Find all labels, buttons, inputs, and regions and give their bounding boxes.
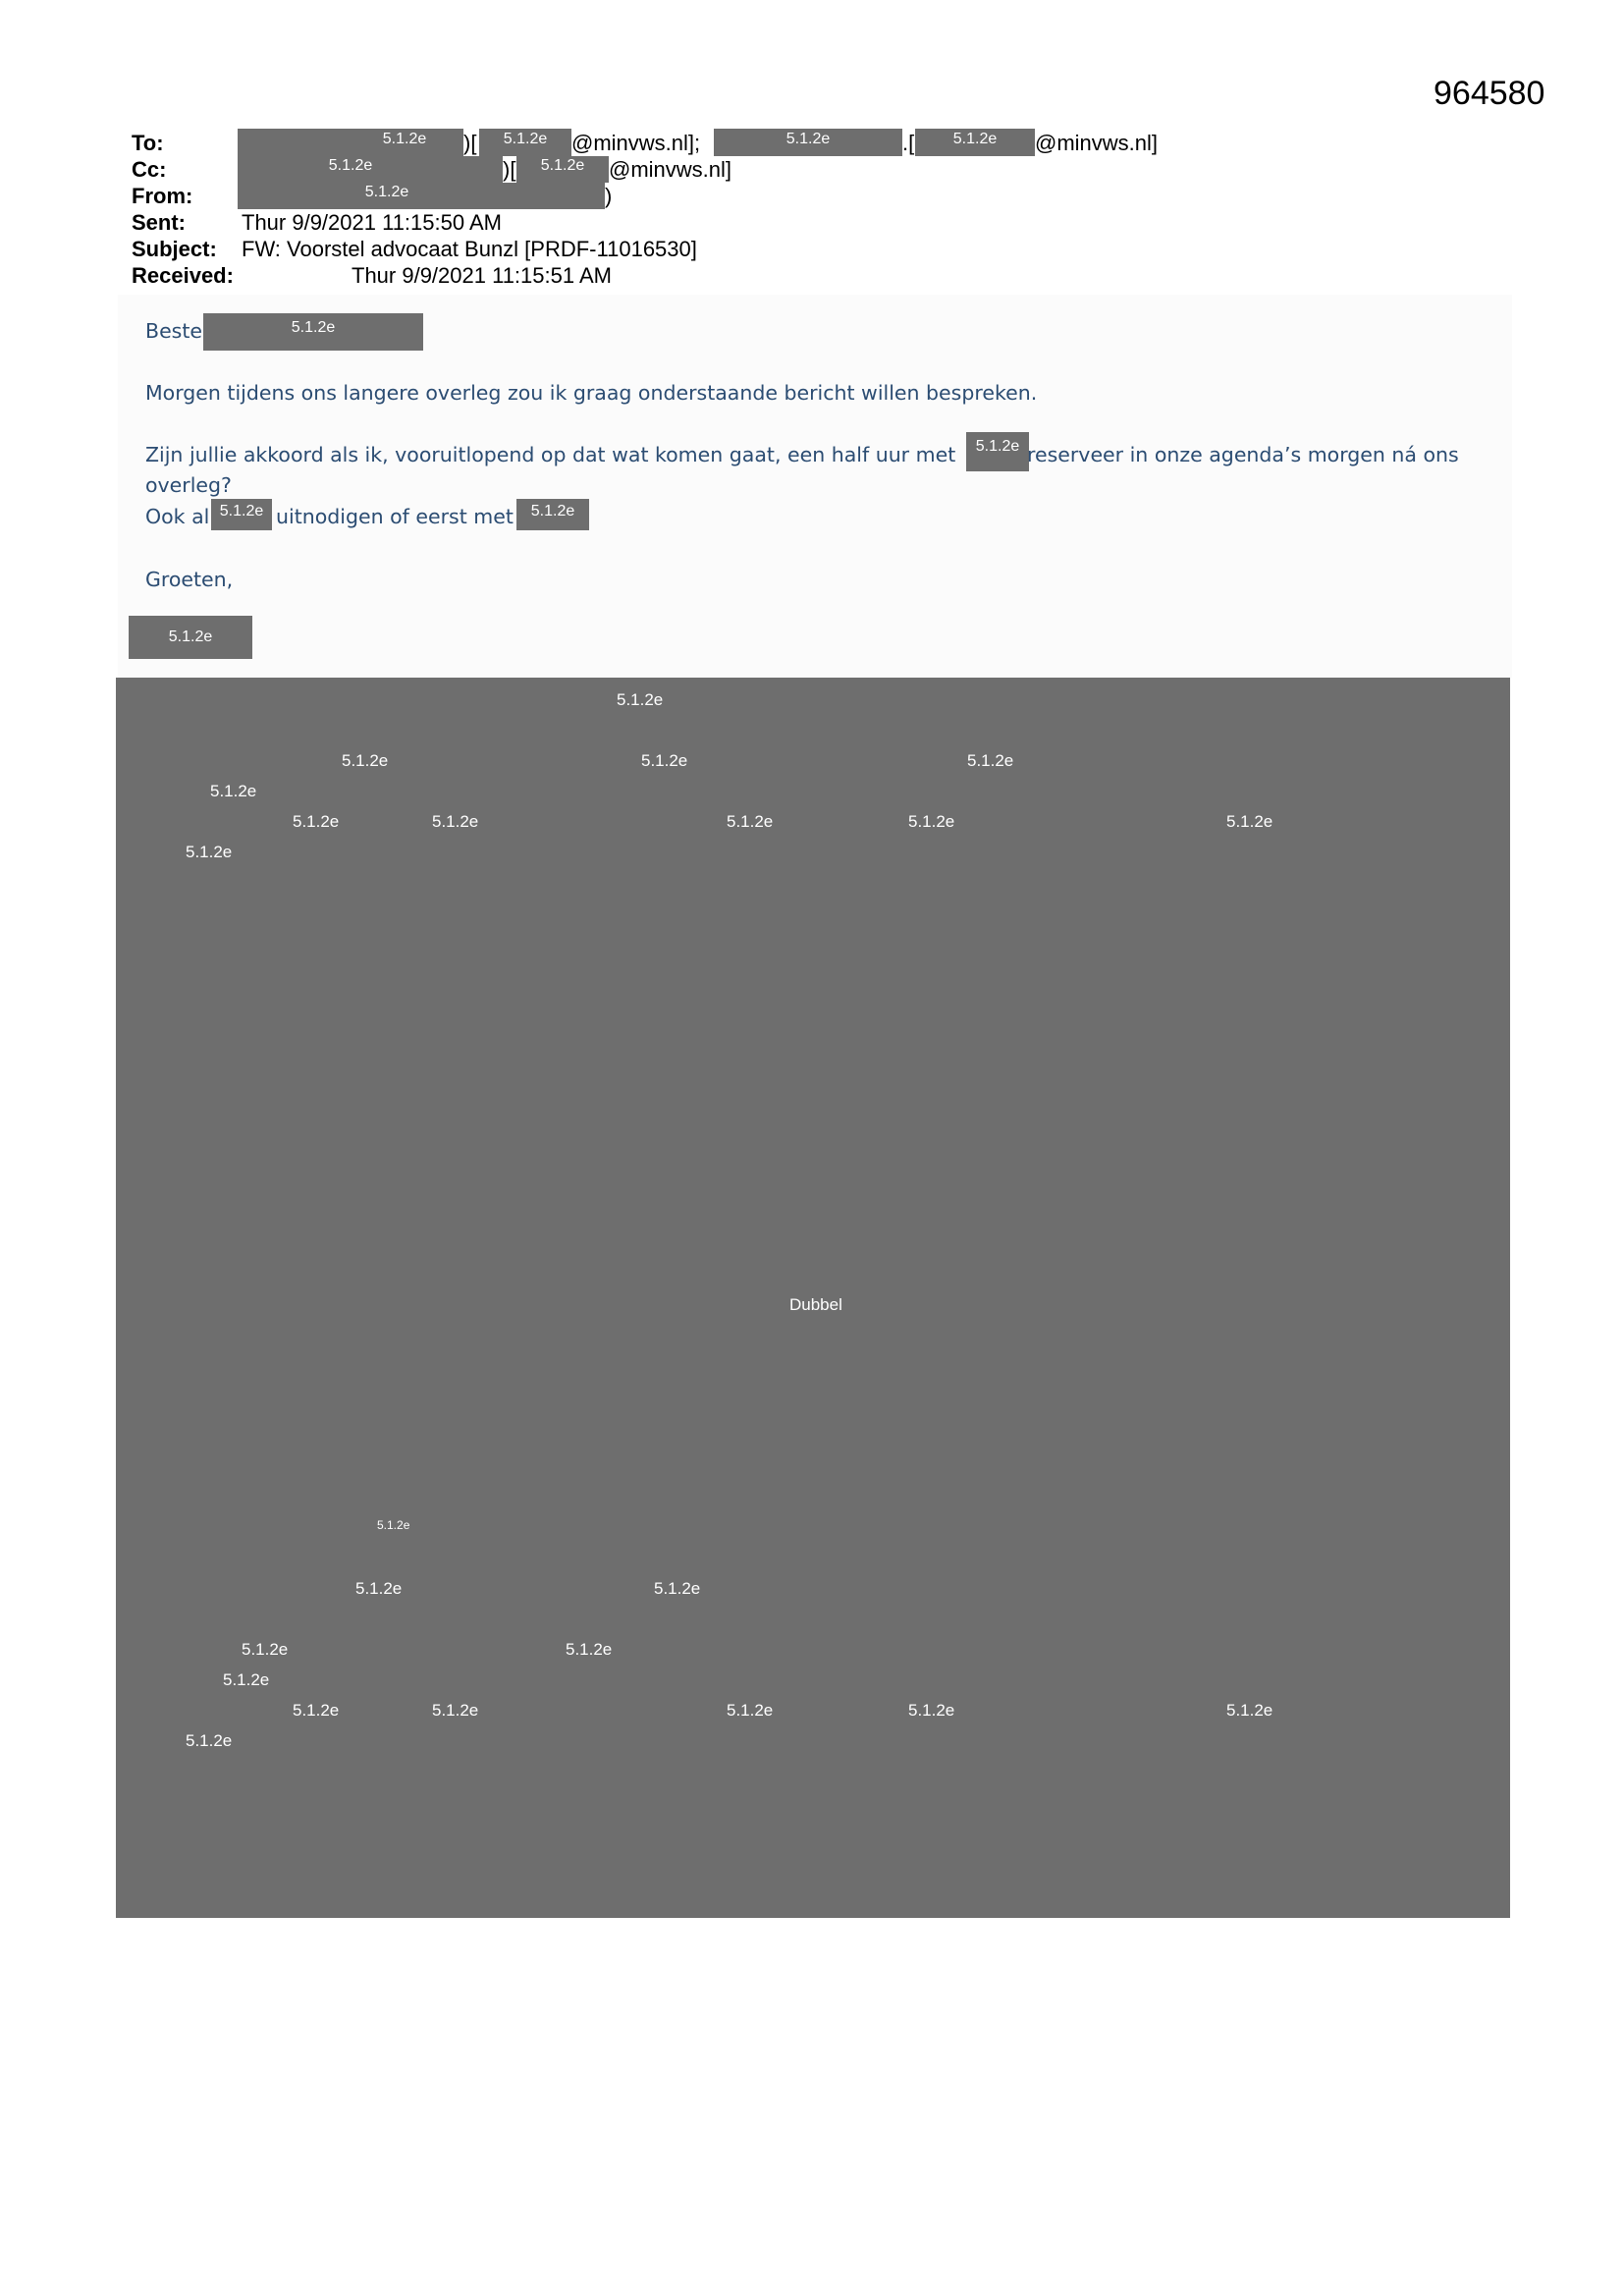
from-suffix: ) (605, 184, 613, 208)
message-line-2a: Zijn jullie akkoord als ik, vooruitlopend op dat wat komen gaat, een half uur met (145, 443, 956, 466)
redaction-label: 5.1.2e (727, 812, 774, 831)
redaction-box: 5.1.2e (211, 499, 272, 530)
redaction-label: 5.1.2e (210, 782, 257, 800)
received-value: Thur 9/9/2021 11:15:51 AM (352, 263, 612, 288)
message-line-3: overleg? (145, 473, 232, 497)
redaction-box: 5.1.2e (238, 156, 503, 183)
redaction-label: 5.1.2e (432, 1701, 479, 1720)
redaction-label: 5.1.2e (967, 751, 1014, 770)
redaction-label: 5.1.2e (727, 1701, 774, 1720)
redaction-label: 5.1.2e (432, 812, 479, 831)
redaction-label: 5.1.2e (223, 1670, 270, 1689)
redaction-box: 5.1.2e (238, 129, 463, 156)
signature-redaction: 5.1.2e (129, 616, 252, 659)
message-line-2b: reserveer in onze agenda’s morgen ná ons (1027, 443, 1459, 466)
greeting: Beste (145, 319, 203, 343)
to-separator: .[ (902, 131, 915, 155)
redaction-box: 5.1.2e (479, 129, 571, 156)
redaction-label: 5.1.2e (566, 1640, 613, 1659)
message-line-1: Morgen tijdens ons langere overleg zou ik graag onderstaande bericht willen bespreken. (145, 381, 1038, 405)
subject-label: Subject: (132, 237, 217, 261)
message-line-4b: uitnodigen of eerst met (276, 505, 514, 528)
to-email-suffix: @minvws.nl]; (571, 131, 701, 155)
redaction-box: 5.1.2e (238, 183, 605, 209)
redaction-label: 5.1.2e (908, 812, 955, 831)
redaction-label: 5.1.2e (186, 843, 233, 861)
received-label: Received: (132, 263, 234, 288)
to-separator: )[ (463, 131, 477, 155)
subject-value: FW: Voorstel advocaat Bunzl [PRDF-11016530] (242, 237, 697, 261)
sent-value: Thur 9/9/2021 11:15:50 AM (242, 210, 502, 235)
redaction-label: 5.1.2e (1226, 1701, 1273, 1720)
redaction-label: 5.1.2e (617, 690, 664, 709)
redaction-label: 5.1.2e (355, 1579, 403, 1598)
redaction-label: 5.1.2e (377, 1518, 410, 1532)
redaction-box: 5.1.2e (714, 129, 902, 156)
redaction-box: 5.1.2e (203, 313, 423, 351)
redaction-label: 5.1.2e (1226, 812, 1273, 831)
redaction-box: 5.1.2e (516, 499, 589, 530)
cc-label: Cc: (132, 157, 167, 182)
cc-separator: )[ (503, 157, 516, 182)
message-line-4a: Ook al (145, 505, 210, 528)
redaction-label: 5.1.2e (186, 1731, 233, 1750)
from-label: From: (132, 184, 193, 208)
redacted-duplicate-section (116, 678, 1510, 1918)
document-id: 964580 (1434, 75, 1545, 112)
redaction-box: 5.1.2e (516, 156, 609, 183)
closing: Groeten, (145, 568, 234, 591)
redaction-label: 5.1.2e (293, 1701, 340, 1720)
redaction-box: 5.1.2e (915, 129, 1035, 156)
cc-email-suffix: @minvws.nl] (609, 157, 732, 182)
to-email-suffix: @minvws.nl] (1035, 131, 1159, 155)
redaction-reason-label: Dubbel (789, 1295, 842, 1314)
sent-label: Sent: (132, 210, 186, 235)
redaction-label: 5.1.2e (242, 1640, 289, 1659)
redaction-label: 5.1.2e (342, 751, 389, 770)
redaction-box: 5.1.2e (966, 432, 1029, 471)
redaction-label: 5.1.2e (293, 812, 340, 831)
redaction-label: 5.1.2e (641, 751, 688, 770)
message-body (118, 295, 1512, 678)
redaction-label: 5.1.2e (908, 1701, 955, 1720)
to-label: To: (132, 131, 164, 155)
redaction-label: 5.1.2e (654, 1579, 701, 1598)
